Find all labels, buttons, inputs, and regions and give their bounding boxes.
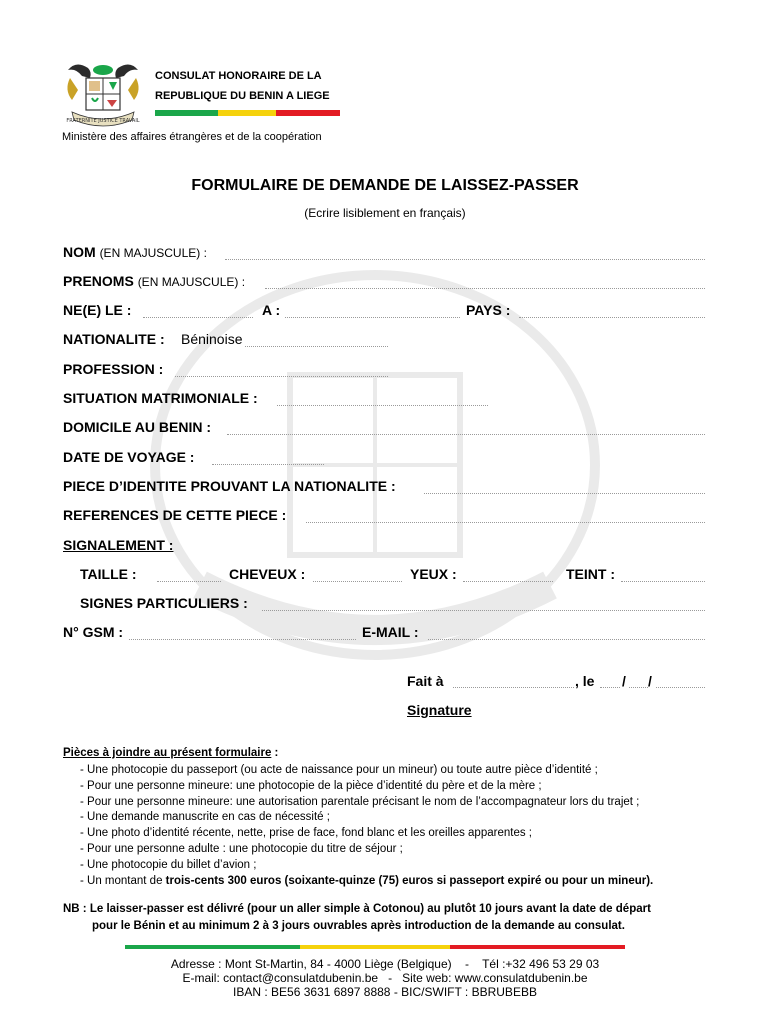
fait-a-label: Fait à <box>407 673 444 689</box>
signes-field[interactable] <box>262 610 705 611</box>
date-voyage-label: DATE DE VOYAGE : <box>63 449 195 465</box>
nationalite-label: NATIONALITE : <box>63 331 165 347</box>
prenoms-label: PRENOMS (EN MAJUSCULE) : <box>63 273 246 289</box>
taille-label: TAILLE : <box>80 566 137 582</box>
ministry-label: Ministère des affaires étrangères et de la coopération <box>62 131 322 143</box>
le-label: , le <box>575 673 595 689</box>
lieu-field[interactable] <box>285 317 460 318</box>
footer-flag-red <box>450 945 625 949</box>
domicile-field[interactable] <box>227 434 705 435</box>
annee-field[interactable] <box>656 687 705 688</box>
piece-field[interactable] <box>424 493 705 494</box>
email-label: E-MAIL : <box>362 624 419 640</box>
gsm-label: N° GSM : <box>63 624 124 640</box>
list-item: - Pour une personne adulte : une photocopie du titre de séjour ; <box>80 842 403 855</box>
pieces-list <box>80 763 740 889</box>
signalement-heading: SIGNALEMENT : <box>63 537 174 553</box>
form-subtitle: (Ecrire lisiblement en français) <box>304 206 466 220</box>
signature-label: Signature <box>407 702 472 718</box>
gsm-field[interactable] <box>129 639 356 640</box>
list-item: - Un montant de trois-cents 300 euros (soixante-quinze (75) euros si passeport expiré ou pour un mineur). <box>80 874 654 887</box>
nb-line1: NB : Le laisser-passer est délivré (pour un aller simple à Cotonou) au plutôt 10 jours avant la date de départ <box>63 903 651 915</box>
benin-coat-of-arms-icon <box>62 60 144 130</box>
a-label: A : <box>262 302 281 318</box>
cheveux-field[interactable] <box>313 581 402 582</box>
list-item: - Une photocopie du passeport (ou acte de naissance pour un mineur) ou toute autre pièce d’identité ; <box>80 764 598 776</box>
prenoms-field[interactable] <box>265 288 705 289</box>
profession-label: PROFESSION : <box>63 361 164 377</box>
nb-line2: pour le Bénin et au minimum 2 à 3 jours ouvrables après introduction de la demande au consulat. <box>92 920 625 932</box>
header-line2: REPUBLIQUE DU BENIN A LIEGE <box>155 90 330 102</box>
footer-address: Adresse : Mont St-Martin, 84 - 4000 Liège (Belgique) - Tél :+32 496 53 29 03 <box>170 957 600 971</box>
nom-label: NOM (EN MAJUSCULE) : <box>63 244 207 260</box>
references-label: REFERENCES DE CETTE PIECE : <box>63 507 287 523</box>
profession-field[interactable] <box>175 376 388 377</box>
signes-label: SIGNES PARTICULIERS : <box>80 595 248 611</box>
footer-bank: IBAN : BE56 3631 6897 8888 - BIC/SWIFT : BBRUBEBB <box>233 985 537 999</box>
nele-label: NE(E) LE : <box>63 302 132 318</box>
date-voyage-field[interactable] <box>212 464 324 465</box>
list-item: - Pour une personne mineure: une photocopie de la pièce d’identité du père et de la mère ; <box>80 779 542 792</box>
list-item: - Une demande manuscrite en cas de nécessité ; <box>80 811 330 824</box>
pays-field[interactable] <box>519 317 705 318</box>
piece-label: PIECE D’IDENTITE PROUVANT LA NATIONALITE : <box>63 478 396 494</box>
list-item: - Une photo d’identité récente, nette, prise de face, fond blanc et les oreilles apparentes ; <box>80 827 532 840</box>
pieces-heading: Pièces à joindre au présent formulaire : <box>63 747 279 759</box>
nationalite-value: Béninoise <box>181 331 243 347</box>
email-field[interactable] <box>428 639 705 640</box>
jour-field[interactable] <box>600 687 620 688</box>
fait-a-field[interactable] <box>453 687 574 688</box>
form-title: FORMULAIRE DE DEMANDE DE LAISSEZ-PASSER <box>191 177 579 194</box>
nationalite-field[interactable] <box>245 346 388 347</box>
slash-2: / <box>648 673 652 689</box>
situation-label: SITUATION MATRIMONIALE : <box>63 390 258 406</box>
flag-green <box>155 110 218 116</box>
footer-flag-yellow <box>300 945 450 949</box>
situation-field[interactable] <box>277 405 488 406</box>
watermark-emblem <box>140 255 610 675</box>
mois-field[interactable] <box>629 687 648 688</box>
teint-field[interactable] <box>621 581 705 582</box>
list-item: - Pour une personne mineure: une autorisation parentale précisant le nom de l’accompagnateur lors du trajet ; <box>80 795 640 808</box>
nom-field[interactable] <box>225 259 705 260</box>
nele-field[interactable] <box>143 317 253 318</box>
pays-label: PAYS : <box>466 302 511 318</box>
slash-1: / <box>622 673 626 689</box>
domicile-label: DOMICILE AU BENIN : <box>63 419 212 435</box>
header-line1: CONSULAT HONORAIRE DE LA <box>155 70 322 82</box>
footer-contact: E-mail: contact@consulatdubenin.be - Site web: www.consulatdubenin.be <box>182 971 588 985</box>
list-item: - Une photocopie du billet d’avion ; <box>80 858 257 871</box>
yeux-field[interactable] <box>463 581 553 582</box>
teint-label: TEINT : <box>566 566 615 582</box>
svg-text:FRATERNITE JUSTICE TRAVAIL: FRATERNITE JUSTICE TRAVAIL <box>66 118 140 124</box>
taille-field[interactable] <box>157 581 221 582</box>
cheveux-label: CHEVEUX : <box>229 566 306 582</box>
flag-yellow <box>218 110 276 116</box>
footer-flag-green <box>125 945 300 949</box>
references-field[interactable] <box>306 522 705 523</box>
yeux-label: YEUX : <box>410 566 457 582</box>
flag-red <box>276 110 340 116</box>
